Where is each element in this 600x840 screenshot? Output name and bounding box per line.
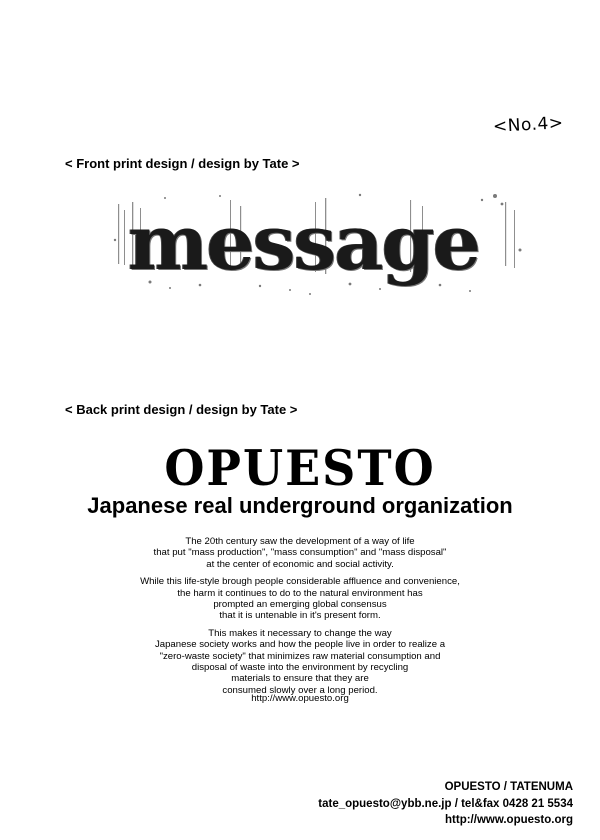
back-print-label: < Back print design / design by Tate > <box>65 402 298 417</box>
footer-org: OPUESTO / TATENUMA <box>444 781 573 793</box>
manifesto-text <box>100 536 500 702</box>
footer-contact <box>318 779 573 829</box>
issue-number: <No.4> <box>492 113 565 137</box>
organization-subtitle: Japanese real underground organization <box>87 493 513 518</box>
front-print-label: < Front print design / design by Tate > <box>65 156 300 171</box>
message-artwork <box>110 190 530 300</box>
message-art-text: message <box>128 198 480 287</box>
manifesto-paragraph: While this life-style brough people considerable affluence and convenience, the harm it continues to do to the natural environment has prompted an emerging global consensus that it is untenable in it's present form. <box>140 576 460 622</box>
back-print-url: http://www.opuesto.org <box>251 693 349 704</box>
manifesto-paragraph: The 20th century saw the development of a way of life that put "mass production", "mass consumption" and "mass disposal" at the center of economic and social activity. <box>153 536 447 570</box>
footer-url[interactable]: http://www.opuesto.org <box>445 814 573 826</box>
manifesto-paragraph: This makes it necessary to change the way Japanese society works and how the people live in order to realize a "zero-waste society" that minimizes raw material consumption and disposal of waste into the environment by recycling materials to ensure that they are consumed slowly over a long period. <box>154 627 446 696</box>
opuesto-title: OPUESTO <box>164 439 436 497</box>
footer-contact-line[interactable]: tate_opuesto@ybb.ne.jp / tel&fax 0428 21 5534 <box>318 797 573 810</box>
